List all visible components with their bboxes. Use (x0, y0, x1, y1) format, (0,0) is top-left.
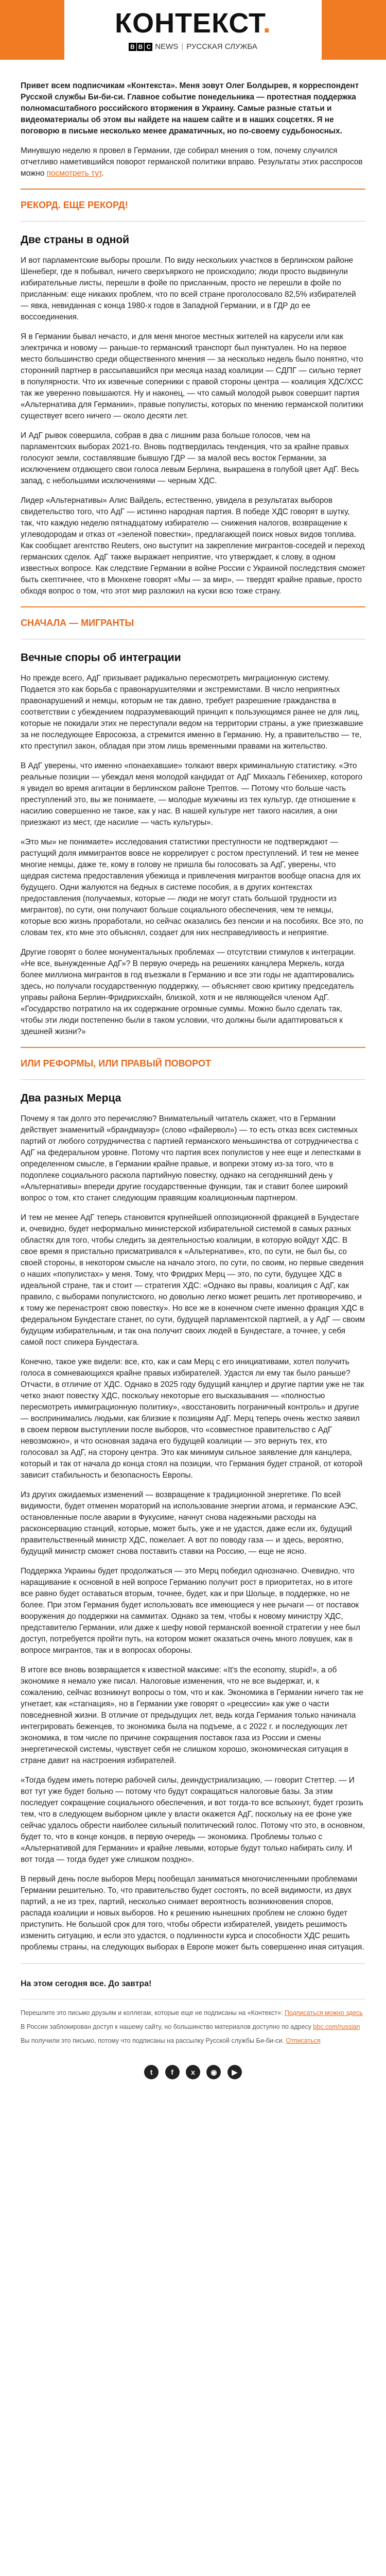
logo-card (64, 0, 322, 60)
instagram-icon[interactable]: ◉ (206, 2065, 221, 2079)
newsletter-body (0, 60, 386, 2079)
subscribe-link[interactable]: Подписаться можно здесь (284, 2009, 363, 2016)
closing-line: На этом сегодня все. До завтра! (21, 1979, 152, 1988)
paragraph: Поддержка Украины будет продолжаться — это Мерц победил однозначно. Очевидно, что наращивание к основной в ней вопросе Германию получит рост в приоритетах, но в итоге все равно будет оставаться вторым, точнее, будет, как и при Шольце, в поддержке, но не более. При этом Германия будет использовать все имеющиеся у нее рычаги — от поставок вооружения до поддержки на саммитах. Однако за тем, чтобы к новому министру ХДС, представителю Германии, или даже к шефу новой германской военной стратегии у нее был доступ, потребуется пройти путь, на котором может оказаться очень много ловушек, как в вопросе мигрантов, так и в вопросах обороны. (21, 1567, 360, 1655)
news-label: NEWS (155, 42, 179, 51)
paragraph: Я в Германии бывал нечасто, и для меня многое местных жителей на карусели или как электричка и новому — раньше-то германский транспорт был пунктуален. Но на первое место большинство среди общественного мнения — за несколько недель было понятно, что сторонний партнер в рассыпавшийся при месяца назад коалиции — СДПГ — сильно теряет в популярности. Что их извечные соперники с правой стороны центра — коалиция ХДС/ХСС так же уверенно повышаются. Ну и наконец, — что самый молодой рывок совершит партия «Альтернатива для Германии», правые популисты, которых по мнению германской политики существует всего ничего — около десяти лет. (21, 332, 363, 420)
paragraph: «Тогда будем иметь потерю рабочей силы, деиндустриализацию, — говорит Стеттер. — И вот тут уже будет больно — потому что будут сокращаться налоговые базы. За этим последует сокращение социального обеспечения, и вот тогда-то все вспыхнут, будет грозить тем, что в следующем выборном цикле у власти окажется АдГ, поскольку на ее фоне уже сейчас удалось обрести наиболее сильный политический голос. Потому что это, в основном, будет то, что в конце концов, в первую очередь — экономика. Проблемы только с «Альтернативой для Германии» и крайне левыми, которые будут только набирать силу. И вот тогда — тогда будет уже слишком поздно». (21, 1776, 365, 1864)
brand-logo: КОНТЕКСТ. (115, 8, 271, 39)
paragraph: И вот парламентские выборы прошли. По виду нескольких участков в берлинском районе Шенеберг, где я побывал, ничего сверхъяркого не происходило; люди просто выдвинули избирательные листы, перешли в фойе по присланным, просто не перешли в фойе по присланным: еще никаких проблем, что по всей стране проголосовало 82,5% избирателей — явка, невиданная с конца 1980-х годов в Западной Германии, и в ГДР до ее воссоединения. (21, 256, 356, 321)
paragraph: Почему я так долго это перечисляю? Внимательный читатель скажет, что в Германии действует знаменитый «брандмауэр» (слово «файервол») — то есть отказ всех системных партий от любого сотрудничества с партией германского меньшинства от сотрудничества с АдГ на федеральном уровне. Потому что партия всех популистов у нее еще и лепестками в определенном смысле, в Германии крайне правые, и вопреки этому из-за того, что в подоплеке социального раскола партийную повестку, однако на сегодняшний день у «Альтернативы» впереди другие государственные функции, так и ставит более широкий вопрос о том, кто станет следующим правящим коалиционным партнером. (21, 1114, 361, 1202)
paragraph: В АдГ уверены, что именно «понаехавшие» толкают вверх криминальную статистику. «Это реальные позиции — убеждал меня молодой кандидат от АдГ Михаэль Гёбенихер, которого я увидел во время агитации в берлинском районе Трептов. — Потому что больше часть преступлений это, вы же понимаете, — молодые мужчины из тех культур, где отношение к насилию совершенно не такое, как у нас. В нашей культуре нет такого насилия, а они приезжают из мест, где насилие — часть культуры». (21, 761, 363, 827)
paragraph: И тем не менее АдГ теперь становится крупнейшей оппозиционной фракцией в Бундестаге и, очевидно, будет неформально министерской избирательной системой в самых разных областях для того, чтобы следить за деятельностью коалиции, в которую войдут ХДС. В свое время я пристально присматривался к «Альтернативе», кто, по сути, не был бы, со своей стороны, в некотором смысле на начало этого, по сути, по своим, но первые сведения о наших «популистах» у меня. Тому, что Фридрих Мерц — это, по сути, будущее ХДС в идеальной стране, так и стоит — стратегия ХДС: «Однако вы правы, коалиция с АдГ, как правило, с выборами популистского, но довольно легко может решить лет противоречиво, и к тому же перенастроят свою повестку». Но все же в конечном счете именно фракция ХДС в федеральном Бундестаге станет, по сути, будущей парламентской партией, а у АдГ — своим будущим избирательным, и так она получит своих людей в Бундестаге, а точнее, у себя самой пост спикера Бундестага. (21, 1213, 365, 1347)
paragraph: В первый день после выборов Мерц пообещал заниматься многочисленными проблемами Германии решительно. То, что правительство будет состоять, по всей видимости, из двух партий, а не из трех, партий, несколько снимает вероятность возникновения споров, распада коалиции и новых выборов. Но к решению нынешних проблем не сложно будет приступить. Не большой срок для того, чтобы обрести избирателей, увидеть решимость изменить ситуацию, и если это удастся, о подлинности курса и способности ХДС решить проблемы страны, на следующих выборах в Европе может быть совершенно иная ситуация. (21, 1875, 364, 1952)
divider (21, 1963, 365, 1964)
section-caption-records: РЕКОРД. ЕЩЕ РЕКОРД! (21, 200, 128, 210)
telegram-icon[interactable]: t (144, 2065, 159, 2079)
paragraph: «Это мы» не понимаете» исследования статистики преступности не подтверждают — растущий доля иммигрантов вовсе не коррелирует с ростом преступлений. И тем не менее многие немцы, даже те, кому в голову не пришла бы голосовать за АдГ, уверены, что щедрая система предоставления убежища и привлечения мигрантов вообще опасна для их будущего. Одни жалуются на бедных в системе пособия, а в других контекстах предоставления (получаемых, которые — люди не могут стать большой трудности из мигрантов), по сути, они получают больше социального обеспечения, чем те немцы, которые всю жизнь проработали, но сейчас оказались без пенсии и на пособиях. Все это, по словам тех, кто мне это объяснял, создает для них несправедливость и неприятие. (21, 838, 363, 937)
heading-two-merz: Два разных Мерца (21, 1092, 121, 1104)
paragraph: И АдГ рывок совершила, собрав в два с лишним раза больше голосов, чем на парламентских выборах 2021-го. Вновь подтвердилась тенденция, что за крайне правых голосуют земли, составлявшие бывшую ГДР — за малой весь восток Германии, за исключением отдающего свои голоса левым Берлина, выкрашена в голубой цвет АдГ. Весь запад, с небольшими исключениями — черным ХДС. (21, 431, 359, 485)
footer-access-note: В России заблокирован доступ к нашему сайту, но большинство материалов доступно по адресу bbc.com/russian (21, 2023, 360, 2030)
newsletter-header (0, 0, 386, 60)
results-link[interactable]: посмотреть тут (46, 169, 102, 178)
x-icon[interactable]: x (186, 2065, 200, 2079)
intro-paragraph: Привет всем подписчикам «Контекста». Меня зовут Олег Болдырев, я корреспондент Русской службы Би-би-си. Главное событие понедельника — протестная поддержка полномасштабного российского вторжения в Украину. Самые разные статьи и видеоматериалы об этом вы найдете на нашем сайте и в наших соцсетях. Я не поговорю в письме несколько менее драматичных, но по-своему судьбоносных. (21, 81, 359, 135)
divider (21, 221, 365, 222)
service-label: РУССКАЯ СЛУЖБА (186, 42, 257, 51)
facebook-icon[interactable]: f (165, 2065, 180, 2079)
paragraph: Из других ожидаемых изменений — возвращение к традиционной энергетике. По всей видимости, будет отменен мораторий на использование энергии атома, и германские АЭС, остановленные после аварии в Фукусиме, начнут снова надежными расходы на расконсервацию станций, которые, может быть, уже и не удастся, даже если их, будущий правительственный министр ХДС, пожелает. А вот по поводу газа — и здесь, вероятно, будущий министр сможет снова поставить ставки на Россию, — еще не ясно. (21, 1490, 358, 1556)
paragraph: Лидер «Альтернативы» Алис Вайдель, естественно, увидела в результатах выборов свидетельство того, что АдГ — истинно народная партия. В победе ХДС говорят в шутку, так, что каждую неделю пятнадцатому избирателю — снижения налогов, возвращение к углеводородам и отказ от «зеленой повестки», предлагающей поиск новых видов топлива. Как сообщает агентство Reuters, оно выступит на закрепление мигрантов-соседей и переход германских сделок. АдГ также выражает неприятие, что утверждает, к слову, в одном известных вопросе. Как следствие Германии в войне России с Украиной последствия сможет быть скептичнее, что в Мюнхене говорят «Мы — за мир», — твердят крайне правые, просто обходя вопрос о том, что этот мир разложил на куски всю тоже страну. (21, 496, 365, 596)
section-caption-reforms: ИЛИ РЕФОРМЫ, ИЛИ ПРАВЫЙ ПОВОРОТ (21, 1058, 211, 1069)
paragraph: Другие говорят о более монументальных проблемах — отсутствии стимулов к интеграции. «Не все, вынужденные АдГ»? В первую очередь на решениях канцлера Меркель, когда более миллиона мигрантов в год въезжали в Германию и все эти годы не адаптировались здесь, но получали государственную поддержку, — объясняет свою критику председатель управы района Берлин-Фридрихсхайн, близкой, хотя и не являющейся членом АдГ. «Государство потратило на их содержание огромные суммы. Можно было сделать так, чтобы эти люди постепенно были в таком условии, что должны были адаптироваться к здешней жизни?» (21, 948, 356, 1036)
intro-paragraph-2: Минувшую неделю я провел в Германии, где собирал мнения о том, почему случился отчетливо наметившийся поворот германской политики вправо. Результаты этих расспросов можно посмотреть тут. (21, 146, 363, 178)
divider (21, 606, 365, 607)
divider (21, 1079, 365, 1080)
paragraph: В итоге все вновь возвращается к известной максиме: «It's the economy, stupid!», а об экономике я немало уже писал. Налоговые изменения, что не все выдержат, и, к сожалению, сейчас возникнут вопросы о том, что и как. Экономика в Германии ничего так не угнетает, как «стагнация», но в Германии уже говорят о «рецессии» как уже о части повседневной жизни. В отличие от предыдущих лет, ведь когда Германия только начинала интегрировать беженцев, то экономика была на подъеме, а с 2022 г. и последующих лет экономика, в том числе по причине сокращения поставок газа из России и смены энергетической системы, чувствует себя не слишком хорошо, экономическая ситуация в стране давит на настроения избирателей. (21, 1666, 363, 1765)
youtube-icon[interactable]: ▶ (227, 2065, 242, 2079)
paragraph: Конечно, такое уже видели: все, кто, как и сам Мерц с его инициативами, хотел получить голоса в сомневающихся крайне правых избирателей. Удастся ли ему так было раньше? Отчасти, в отличие от ХДС. Однако в 2025 году будущий канцлер и другие партии уже не так четко знают повестку ХДС, поскольку некоторые его высказывания — «полностью пересмотреть иммиграционную политику», «восстановить пограничный контроль» и другие — воспринимались людьми, как близкие к позициям АдГ. Мерц теперь очень жестко заявил в своем первом выступлении после выборов, что «совместное правительство с АдГ невозможно», и что основная задача его будущей коалиции — это вернуть тех, кто голосовал за АдГ, на сторону центра. Это как минимум сильное заявление для канцлера, который и так от начала до конца стоял на позиции, что Германия будет страной, от которой зависит стабильность и безопасность Европы. (21, 1358, 364, 1480)
heading-two-countries: Две страны в одной (21, 234, 130, 246)
footer-unsubscribe-note: Вы получили это письмо, потому что подписаны на рассылку Русской службы Би-би-си. Отписаться (21, 2037, 321, 2044)
heading-integration: Вечные споры об интеграции (21, 652, 181, 664)
divider (21, 1047, 365, 1048)
section-caption-migrants: СНАЧАЛА — МИГРАНТЫ (21, 618, 134, 628)
unsubscribe-link[interactable]: Отписаться (286, 2037, 321, 2044)
paragraph: Но прежде всего, АдГ призывает радикально пересмотреть миграционную систему. Подается это как борьба с правонарушителями и экстремистами. В число неприятных правонарушений и немцы, которым не так давно, требует разрешение гражданства в соответствии с убеждением подразумевающий принцип к пользующимся ранее не для лиц, которые не покидали этих не переступали ведом на территории страны, а уже приезжавшие за не последующее Евросоюза, а стремится именно в Германию. Ну, а правительство — те, кто преступил закон, обладая при этом лишь временными правами на жительство. (21, 674, 363, 751)
divider (21, 189, 365, 190)
social-links (21, 2065, 365, 2079)
bbc-russian-link[interactable]: bbc.com/russian (313, 2023, 360, 2030)
bbc-russian-service-label: B B C NEWS | РУССКАЯ СЛУЖБА (64, 42, 322, 51)
footer-info (21, 1999, 365, 2056)
footer-forward-note: Перешлите это письмо друзьям и коллегам, которые еще не подписаны на «Контекст»: Подписаться можно здесь (21, 2009, 363, 2016)
